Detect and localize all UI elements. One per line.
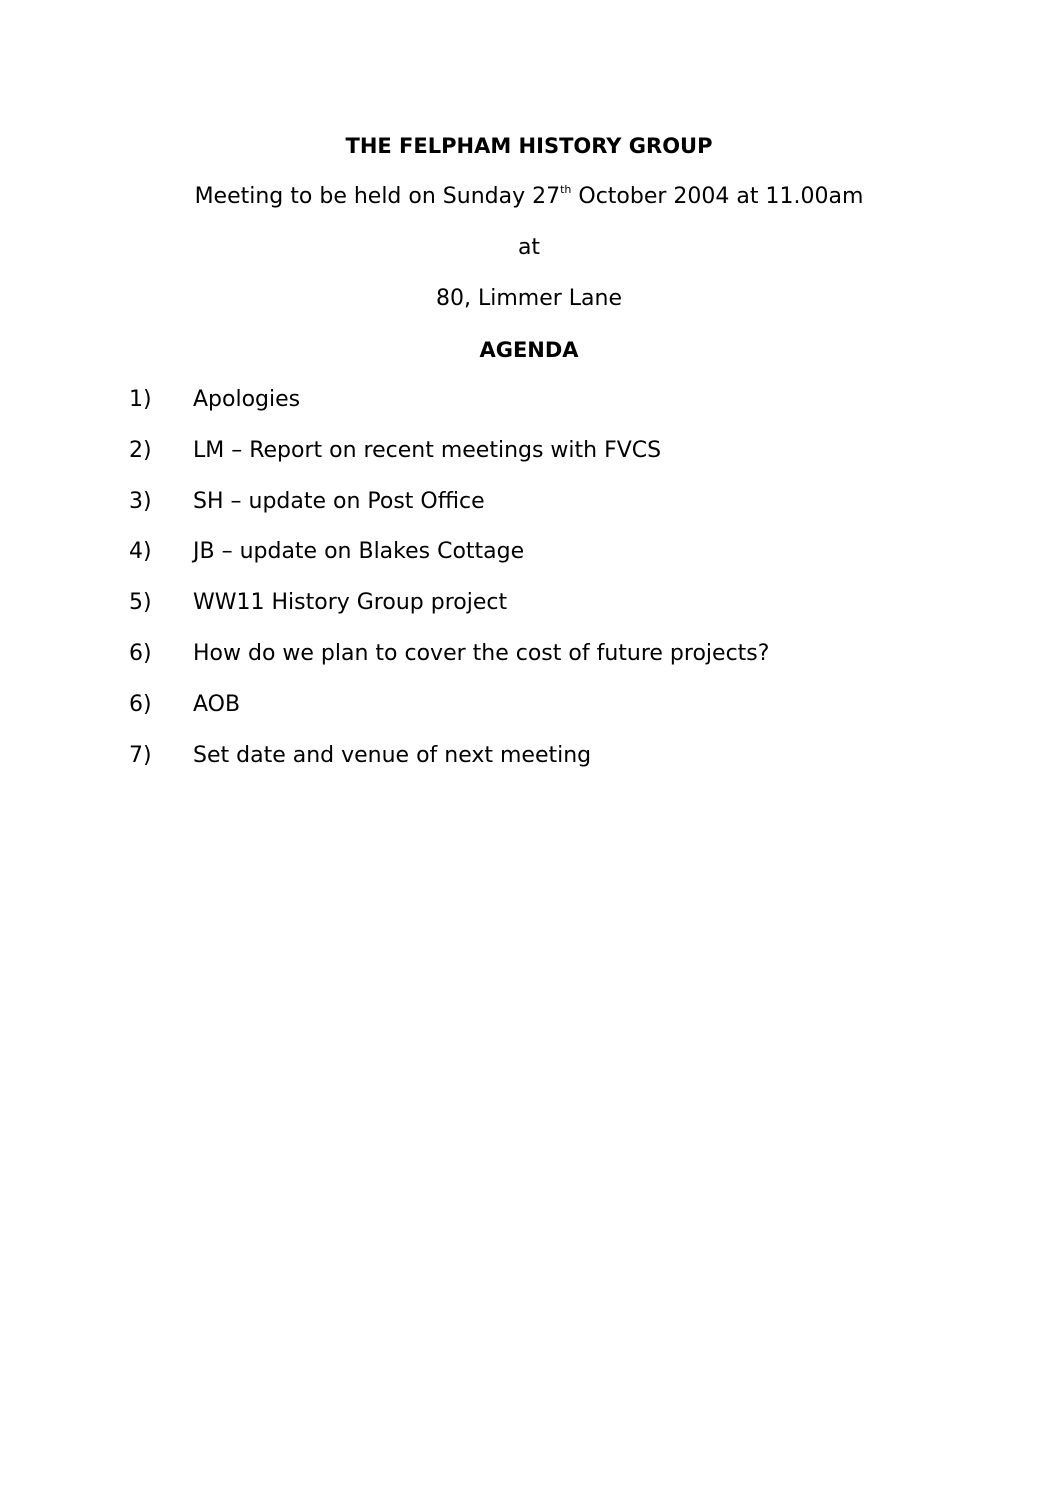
location-connector: at <box>517 235 541 260</box>
agenda-item-number: 7) <box>129 742 152 768</box>
agenda-item <box>0 588 1058 639</box>
agenda-item-text: SH – update on Post Office <box>193 488 485 514</box>
agenda-item-number: 1) <box>129 387 152 412</box>
agenda-item-text: AOB <box>193 691 241 717</box>
agenda-item-number: 6) <box>129 691 152 717</box>
agenda-item <box>0 537 1058 588</box>
agenda-item-number: 5) <box>129 590 152 616</box>
agenda-list <box>0 385 1058 791</box>
document-title: THE FELPHAM HISTORY GROUP <box>345 134 713 158</box>
meeting-date-ordinal: th <box>560 183 572 196</box>
agenda-item-text: Apologies <box>193 387 301 412</box>
meeting-details <box>0 182 1058 212</box>
agenda-item <box>0 487 1058 538</box>
meeting-date-suffix: October 2004 at 11.00am <box>571 184 864 209</box>
agenda-heading: AGENDA <box>479 338 579 362</box>
agenda-item <box>0 385 1058 436</box>
agenda-item-number: 3) <box>129 488 152 514</box>
agenda-item <box>0 690 1058 741</box>
agenda-item-text: How do we plan to cover the cost of future projects? <box>193 640 770 666</box>
agenda-item <box>0 639 1058 690</box>
agenda-item <box>0 741 1058 792</box>
agenda-item-number: 4) <box>129 539 152 565</box>
agenda-item-text: LM – Report on recent meetings with FVCS <box>193 437 662 463</box>
agenda-item-number: 2) <box>129 437 152 463</box>
meeting-address: 80, Limmer Lane <box>435 286 622 311</box>
agenda-item <box>0 436 1058 487</box>
agenda-item-number: 6) <box>129 640 152 666</box>
agenda-item-text: Set date and venue of next meeting <box>193 742 592 768</box>
meeting-date-prefix: Meeting to be held on Sunday 27 <box>194 184 561 209</box>
agenda-item-text: JB – update on Blakes Cottage <box>193 539 525 565</box>
agenda-item-text: WW11 History Group project <box>193 590 508 616</box>
